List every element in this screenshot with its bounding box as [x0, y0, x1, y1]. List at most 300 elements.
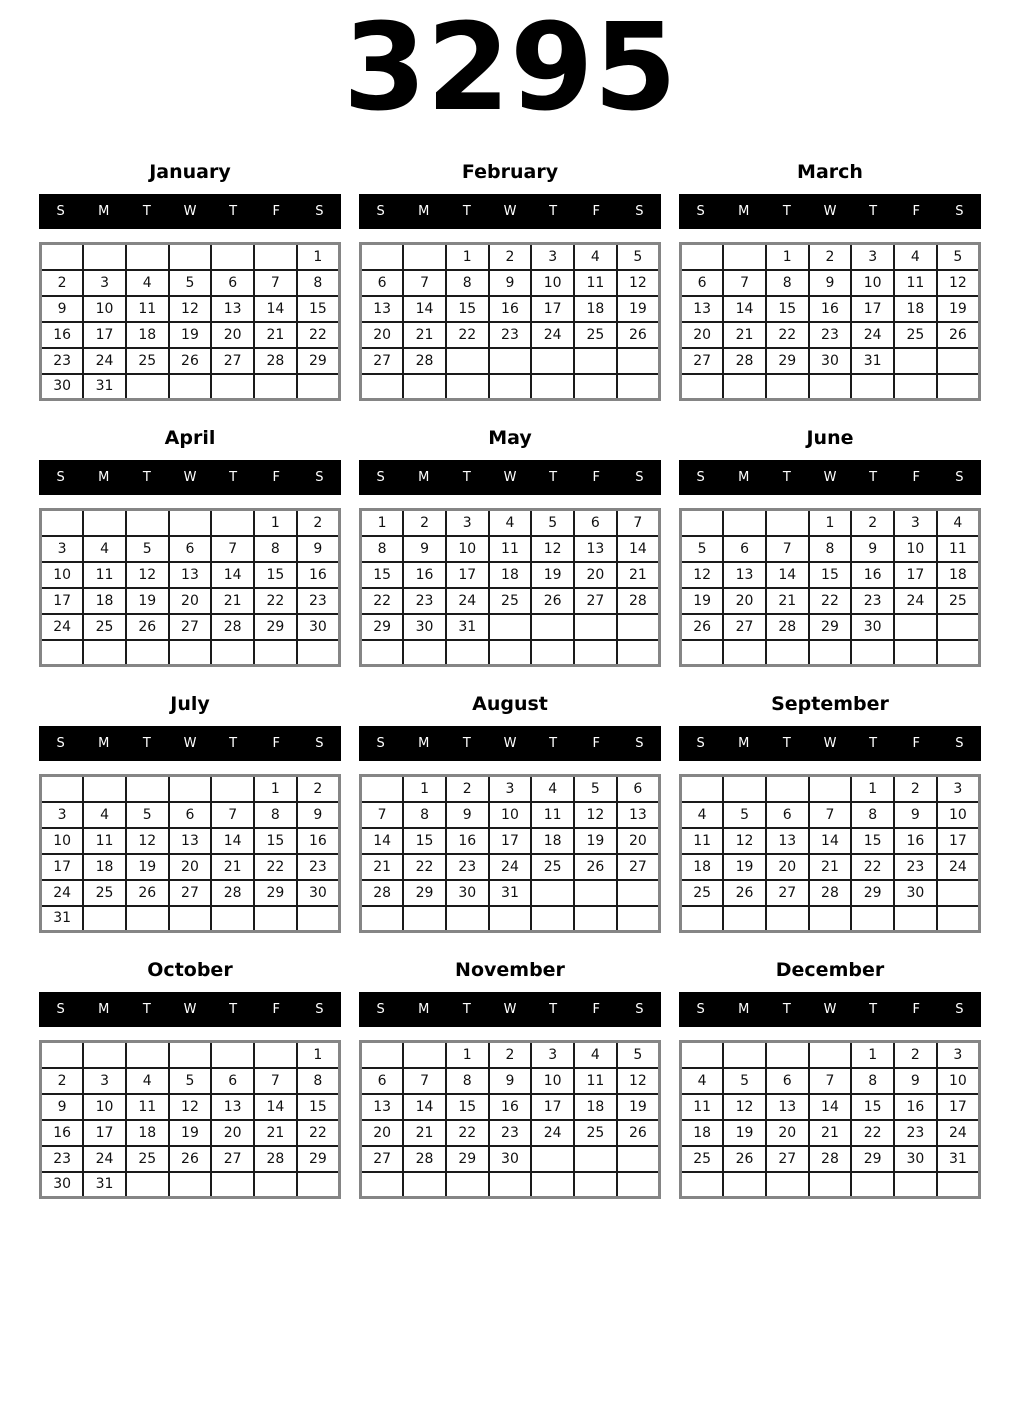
day-cell: 4: [894, 244, 937, 270]
day-cell: 15: [809, 562, 852, 588]
weekday-header: M: [98, 470, 110, 485]
day-cell: 13: [574, 536, 617, 562]
empty-day-cell: [766, 1172, 809, 1198]
day-cell: 12: [617, 1068, 660, 1094]
day-cell: 27: [169, 614, 212, 640]
empty-day-cell: [681, 1172, 724, 1198]
day-cell: 3: [41, 536, 84, 562]
day-cell: 25: [937, 588, 980, 614]
weekday-header: T: [142, 470, 151, 485]
day-cell: 5: [169, 270, 212, 296]
day-cell: 25: [574, 1120, 617, 1146]
day-cell: 15: [361, 562, 404, 588]
empty-day-cell: [894, 1172, 937, 1198]
day-cell: 4: [126, 1068, 169, 1094]
day-cell: 15: [851, 1094, 894, 1120]
day-cell: 29: [446, 1146, 489, 1172]
day-cell: 18: [489, 562, 532, 588]
week-row: [681, 1172, 980, 1198]
empty-day-cell: [766, 776, 809, 802]
day-cell: 26: [617, 322, 660, 348]
day-cell: 20: [211, 322, 254, 348]
day-cell: 29: [254, 880, 297, 906]
day-cell: 26: [937, 322, 980, 348]
empty-day-cell: [403, 244, 446, 270]
month-name: February: [461, 161, 559, 183]
day-cell: 15: [297, 296, 340, 322]
weekday-header-bar: [679, 726, 981, 761]
day-cell: 9: [489, 270, 532, 296]
day-cell: 5: [531, 510, 574, 536]
day-cell: 9: [41, 296, 84, 322]
day-cell: 18: [681, 854, 724, 880]
day-cell: 17: [937, 1094, 980, 1120]
week-row: [681, 828, 980, 854]
day-cell: 10: [41, 828, 84, 854]
day-cell: 25: [531, 854, 574, 880]
week-row: [361, 640, 660, 666]
day-cell: 10: [41, 562, 84, 588]
day-cell: 13: [681, 296, 724, 322]
day-cell: 11: [574, 270, 617, 296]
day-cell: 18: [894, 296, 937, 322]
empty-day-cell: [617, 640, 660, 666]
weekday-header: S: [56, 736, 65, 751]
weekday-header: S: [635, 1002, 644, 1017]
day-cell: 29: [297, 348, 340, 374]
day-cell: 30: [894, 880, 937, 906]
empty-day-cell: [531, 1172, 574, 1198]
day-cell: 16: [297, 562, 340, 588]
day-cell: 16: [489, 1094, 532, 1120]
empty-day-cell: [361, 906, 404, 932]
day-cell: 26: [617, 1120, 660, 1146]
empty-day-cell: [126, 510, 169, 536]
empty-day-cell: [574, 1172, 617, 1198]
month-name: September: [771, 693, 889, 715]
empty-day-cell: [361, 640, 404, 666]
weekday-header: S: [315, 736, 324, 751]
weekday-header: T: [142, 1002, 151, 1017]
day-cell: 31: [446, 614, 489, 640]
day-cell: 14: [617, 536, 660, 562]
week-row: [41, 510, 340, 536]
day-cell: 16: [297, 828, 340, 854]
weekday-header: M: [418, 736, 430, 751]
day-cell: 7: [403, 270, 446, 296]
month-name: December: [775, 959, 885, 981]
weekday-header-bar: [679, 194, 981, 229]
weekday-header: T: [142, 204, 151, 219]
weekday-header: T: [869, 1002, 878, 1017]
day-cell: 12: [531, 536, 574, 562]
empty-day-cell: [809, 1172, 852, 1198]
day-cell: 26: [531, 588, 574, 614]
weekday-header: M: [738, 470, 750, 485]
day-cell: 21: [211, 588, 254, 614]
day-cell: 7: [361, 802, 404, 828]
week-row: [361, 854, 660, 880]
day-cell: 28: [211, 880, 254, 906]
day-cell: 9: [489, 1068, 532, 1094]
week-row: [41, 776, 340, 802]
day-cell: 22: [297, 1120, 340, 1146]
day-cell: 1: [851, 776, 894, 802]
day-cell: 21: [809, 854, 852, 880]
week-row: [361, 1146, 660, 1172]
empty-day-cell: [681, 640, 724, 666]
weekday-header: S: [696, 1002, 705, 1017]
day-cell: 11: [681, 828, 724, 854]
day-cell: 23: [894, 1120, 937, 1146]
weekday-header: T: [782, 470, 791, 485]
day-cell: 27: [574, 588, 617, 614]
day-cell: 8: [297, 1068, 340, 1094]
week-row: [41, 880, 340, 906]
day-cell: 29: [403, 880, 446, 906]
day-cell: 1: [297, 244, 340, 270]
week-row: [41, 828, 340, 854]
day-cell: 28: [254, 348, 297, 374]
day-cell: 12: [723, 828, 766, 854]
day-cell: 30: [41, 1172, 84, 1198]
week-row: [681, 906, 980, 932]
day-cell: 1: [254, 776, 297, 802]
weekday-header: F: [912, 736, 921, 751]
day-cell: 19: [126, 854, 169, 880]
day-cell: 9: [809, 270, 852, 296]
day-cell: 5: [723, 802, 766, 828]
day-cell: 11: [937, 536, 980, 562]
day-cell: 19: [574, 828, 617, 854]
days-table: [679, 508, 981, 667]
empty-day-cell: [894, 614, 937, 640]
weekday-header: T: [782, 736, 791, 751]
weekday-header: M: [418, 204, 430, 219]
day-cell: 17: [83, 322, 126, 348]
day-cell: 13: [169, 828, 212, 854]
day-cell: 6: [211, 1068, 254, 1094]
days-table: [39, 1040, 341, 1199]
day-cell: 3: [937, 776, 980, 802]
empty-day-cell: [211, 244, 254, 270]
day-cell: 17: [446, 562, 489, 588]
weekday-header: M: [98, 1002, 110, 1017]
days-table: [359, 774, 661, 933]
empty-day-cell: [894, 348, 937, 374]
day-cell: 2: [41, 270, 84, 296]
week-row: [681, 348, 980, 374]
day-cell: 26: [126, 614, 169, 640]
day-cell: 11: [489, 536, 532, 562]
day-cell: 1: [851, 1042, 894, 1068]
weekday-header: S: [56, 204, 65, 219]
week-row: [681, 1146, 980, 1172]
day-cell: 5: [617, 244, 660, 270]
day-cell: 21: [617, 562, 660, 588]
month-name: March: [797, 161, 863, 183]
day-cell: 4: [681, 802, 724, 828]
days-table: [679, 774, 981, 933]
day-cell: 16: [446, 828, 489, 854]
day-cell: 14: [809, 828, 852, 854]
weekday-header: M: [738, 736, 750, 751]
month-december: [679, 958, 981, 1199]
day-cell: 23: [446, 854, 489, 880]
day-cell: 30: [489, 1146, 532, 1172]
empty-day-cell: [489, 906, 532, 932]
day-cell: 3: [937, 1042, 980, 1068]
week-row: [361, 244, 660, 270]
days-table: [359, 242, 661, 401]
day-cell: 7: [766, 536, 809, 562]
empty-day-cell: [126, 1172, 169, 1198]
day-cell: 16: [41, 322, 84, 348]
weekday-header: T: [549, 470, 558, 485]
week-row: [41, 562, 340, 588]
month-name: June: [806, 427, 854, 449]
weekday-header: S: [376, 1002, 385, 1017]
month-name: August: [472, 693, 548, 715]
empty-day-cell: [211, 510, 254, 536]
weekday-header: M: [738, 204, 750, 219]
day-cell: 5: [681, 536, 724, 562]
week-row: [361, 562, 660, 588]
day-cell: 4: [681, 1068, 724, 1094]
weekday-header: T: [462, 1002, 471, 1017]
weekday-header: T: [782, 204, 791, 219]
day-cell: 14: [403, 1094, 446, 1120]
day-cell: 19: [617, 1094, 660, 1120]
week-row: [361, 614, 660, 640]
month-name: July: [170, 693, 210, 715]
empty-day-cell: [83, 1042, 126, 1068]
day-cell: 27: [211, 348, 254, 374]
day-cell: 23: [851, 588, 894, 614]
week-row: [361, 1068, 660, 1094]
empty-day-cell: [169, 244, 212, 270]
day-cell: 12: [723, 1094, 766, 1120]
day-cell: 13: [361, 1094, 404, 1120]
empty-day-cell: [41, 1042, 84, 1068]
day-cell: 5: [126, 536, 169, 562]
week-row: [41, 1068, 340, 1094]
day-cell: 8: [446, 1068, 489, 1094]
weekday-header: F: [592, 204, 601, 219]
empty-day-cell: [766, 1042, 809, 1068]
day-cell: 23: [297, 854, 340, 880]
day-cell: 16: [894, 828, 937, 854]
day-cell: 7: [809, 802, 852, 828]
weekday-header: F: [272, 470, 281, 485]
day-cell: 19: [937, 296, 980, 322]
weekday-header: M: [418, 470, 430, 485]
weekday-header: T: [462, 736, 471, 751]
empty-day-cell: [617, 880, 660, 906]
empty-day-cell: [574, 374, 617, 400]
empty-day-cell: [489, 614, 532, 640]
day-cell: 20: [574, 562, 617, 588]
weekday-header-bar: [39, 194, 341, 229]
weekday-header: W: [503, 736, 517, 751]
day-cell: 22: [851, 1120, 894, 1146]
day-cell: 18: [937, 562, 980, 588]
month-march: [679, 160, 981, 401]
empty-day-cell: [211, 1042, 254, 1068]
day-cell: 31: [83, 374, 126, 400]
day-cell: 22: [254, 854, 297, 880]
week-row: [361, 828, 660, 854]
empty-day-cell: [574, 348, 617, 374]
day-cell: 30: [446, 880, 489, 906]
day-cell: 8: [851, 802, 894, 828]
weekday-header: W: [823, 470, 837, 485]
day-cell: 16: [851, 562, 894, 588]
weekday-header: T: [229, 1002, 238, 1017]
day-cell: 14: [211, 562, 254, 588]
weekday-header: T: [549, 204, 558, 219]
empty-day-cell: [211, 776, 254, 802]
day-cell: 8: [297, 270, 340, 296]
empty-day-cell: [894, 640, 937, 666]
day-cell: 10: [851, 270, 894, 296]
day-cell: 12: [126, 562, 169, 588]
empty-day-cell: [809, 640, 852, 666]
day-cell: 24: [446, 588, 489, 614]
weekday-header: M: [98, 736, 110, 751]
day-cell: 25: [681, 880, 724, 906]
weekday-header: W: [823, 736, 837, 751]
week-row: [361, 588, 660, 614]
empty-day-cell: [126, 776, 169, 802]
day-cell: 22: [446, 322, 489, 348]
day-cell: 19: [169, 322, 212, 348]
day-cell: 3: [531, 1042, 574, 1068]
week-row: [41, 906, 340, 932]
week-row: [361, 1120, 660, 1146]
day-cell: 16: [41, 1120, 84, 1146]
month-november: [359, 958, 661, 1199]
day-cell: 18: [681, 1120, 724, 1146]
empty-day-cell: [851, 1172, 894, 1198]
day-cell: 8: [361, 536, 404, 562]
empty-day-cell: [489, 640, 532, 666]
week-row: [681, 562, 980, 588]
weekday-header: F: [592, 470, 601, 485]
month-april: [39, 426, 341, 667]
weekday-header: T: [549, 736, 558, 751]
days-table: [39, 774, 341, 933]
day-cell: 20: [211, 1120, 254, 1146]
day-cell: 25: [489, 588, 532, 614]
weekday-header: W: [823, 1002, 837, 1017]
days-table: [39, 508, 341, 667]
day-cell: 23: [489, 1120, 532, 1146]
day-cell: 27: [766, 880, 809, 906]
day-cell: 12: [937, 270, 980, 296]
day-cell: 20: [681, 322, 724, 348]
empty-day-cell: [723, 1042, 766, 1068]
day-cell: 6: [211, 270, 254, 296]
day-cell: 21: [403, 322, 446, 348]
empty-day-cell: [531, 1146, 574, 1172]
day-cell: 19: [723, 1120, 766, 1146]
weekday-header: T: [142, 736, 151, 751]
day-cell: 9: [851, 536, 894, 562]
day-cell: 20: [361, 1120, 404, 1146]
day-cell: 26: [723, 1146, 766, 1172]
weekday-header-bar: [359, 194, 661, 229]
week-row: [361, 270, 660, 296]
empty-day-cell: [254, 640, 297, 666]
weekday-header: F: [912, 1002, 921, 1017]
day-cell: 31: [937, 1146, 980, 1172]
day-cell: 30: [809, 348, 852, 374]
day-cell: 25: [126, 348, 169, 374]
week-row: [361, 374, 660, 400]
day-cell: 17: [489, 828, 532, 854]
day-cell: 4: [489, 510, 532, 536]
day-cell: 7: [254, 270, 297, 296]
weekday-header: F: [272, 1002, 281, 1017]
empty-day-cell: [169, 374, 212, 400]
empty-day-cell: [169, 510, 212, 536]
day-cell: 25: [894, 322, 937, 348]
empty-day-cell: [446, 374, 489, 400]
weekday-header: W: [503, 204, 517, 219]
empty-day-cell: [851, 906, 894, 932]
week-row: [41, 244, 340, 270]
week-row: [361, 1094, 660, 1120]
day-cell: 25: [83, 614, 126, 640]
month-name: April: [164, 427, 216, 449]
day-cell: 31: [851, 348, 894, 374]
weekday-header: M: [738, 1002, 750, 1017]
empty-day-cell: [894, 374, 937, 400]
empty-day-cell: [446, 640, 489, 666]
weekday-header-bar: [39, 460, 341, 495]
week-row: [681, 614, 980, 640]
week-row: [361, 322, 660, 348]
empty-day-cell: [617, 348, 660, 374]
day-cell: 19: [617, 296, 660, 322]
empty-day-cell: [169, 640, 212, 666]
day-cell: 8: [254, 802, 297, 828]
day-cell: 20: [169, 854, 212, 880]
day-cell: 10: [937, 802, 980, 828]
empty-day-cell: [574, 640, 617, 666]
empty-day-cell: [254, 1172, 297, 1198]
weekday-header: S: [696, 736, 705, 751]
empty-day-cell: [937, 1172, 980, 1198]
day-cell: 22: [766, 322, 809, 348]
day-cell: 9: [297, 802, 340, 828]
day-cell: 16: [489, 296, 532, 322]
day-cell: 22: [809, 588, 852, 614]
day-cell: 3: [83, 1068, 126, 1094]
week-row: [681, 244, 980, 270]
day-cell: 24: [41, 880, 84, 906]
month-name: November: [455, 959, 565, 981]
day-cell: 7: [403, 1068, 446, 1094]
empty-day-cell: [361, 1172, 404, 1198]
days-table: [39, 242, 341, 401]
empty-day-cell: [297, 906, 340, 932]
day-cell: 23: [297, 588, 340, 614]
day-cell: 6: [766, 1068, 809, 1094]
empty-day-cell: [531, 640, 574, 666]
day-cell: 18: [126, 322, 169, 348]
